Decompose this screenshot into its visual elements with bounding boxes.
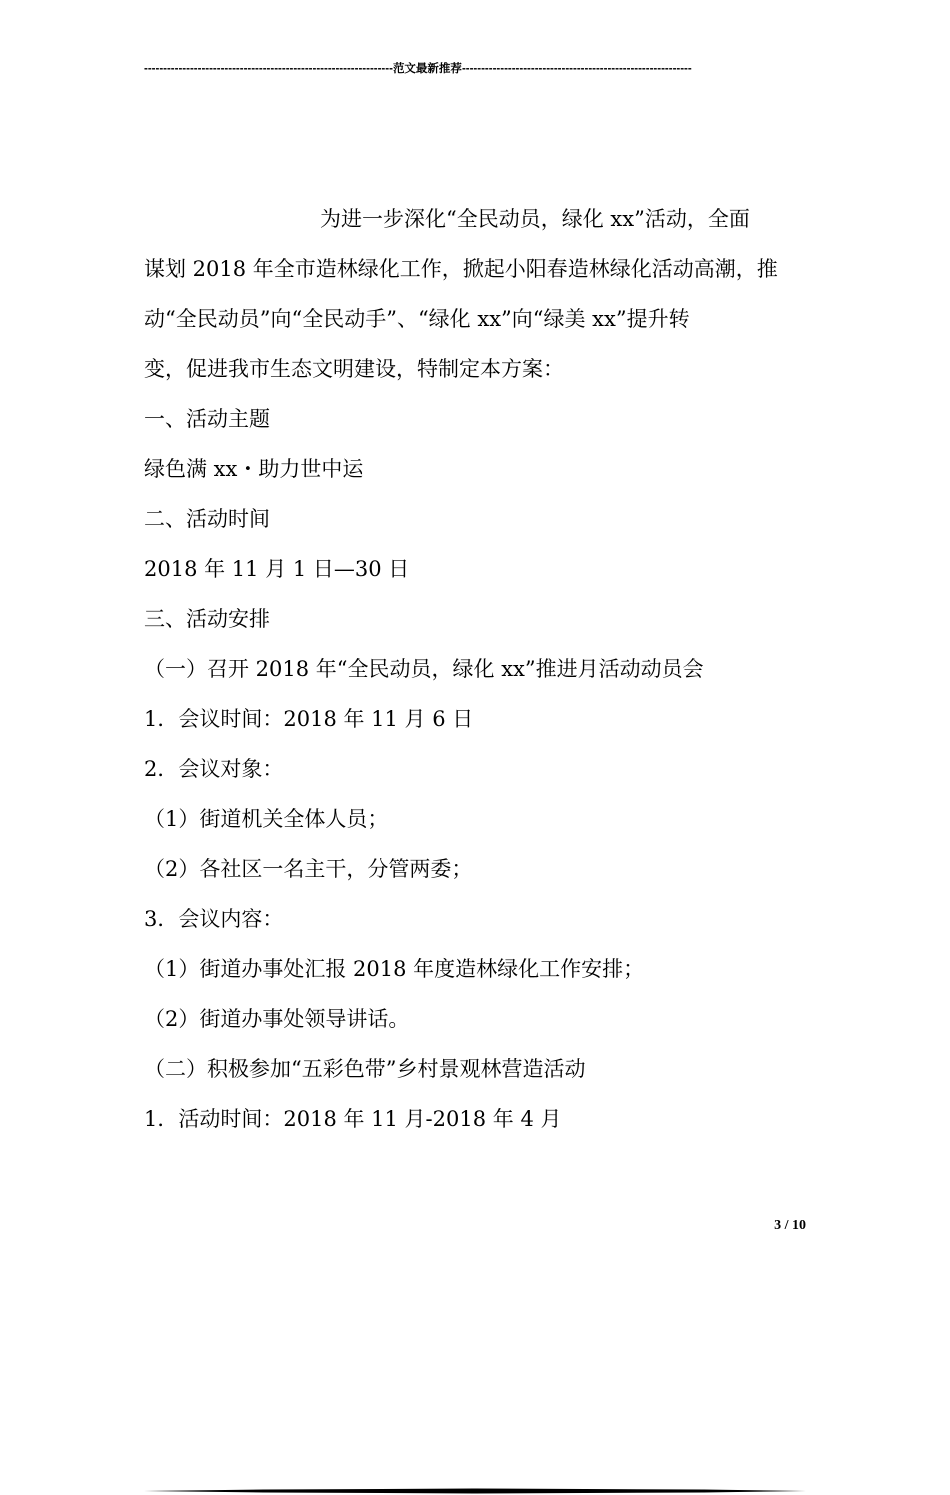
paragraph-intro-line-4: 变，促进我市生态文明建设，特制定本方案： — [144, 357, 564, 381]
page-number: 3 / 10 — [774, 1218, 806, 1233]
header-right-dashes: ------------------------------------------------------------ — [461, 63, 692, 75]
paragraph-intro-line-2: 谋划 2018 年全市造林绿化工作，掀起小阳春造林绿化活动高潮，推 — [144, 257, 778, 281]
section-heading-arrangement: 三、活动安排 — [144, 607, 270, 631]
page-header — [144, 60, 792, 76]
header-title: 范文最新推荐 — [392, 63, 462, 75]
list-subitem-content-2: （2）街道办事处领导讲话。 — [144, 1007, 410, 1031]
section-text-time: 2018 年 11 月 1 日—30 日 — [144, 557, 410, 581]
footer-rule — [144, 1487, 808, 1495]
section-heading-time: 二、活动时间 — [144, 507, 270, 531]
section-text-theme: 绿色满 xx・助力世中运 — [144, 457, 364, 481]
list-subitem-attendees-2: （2）各社区一名主干，分管两委； — [144, 857, 473, 881]
header-left-dashes: ----------------------------------------------------------------- — [144, 63, 393, 75]
list-item-activity-time: 1．活动时间：2018 年 11 月-2018 年 4 月 — [144, 1107, 562, 1131]
footer-rule-shape — [144, 1489, 806, 1494]
section-heading-theme: 一、活动主题 — [144, 407, 270, 431]
subsection-heading-2: （二）积极参加“五彩色带”乡村景观林营造活动 — [144, 1057, 586, 1081]
list-item-meeting-attendees: 2．会议对象： — [144, 757, 284, 781]
list-item-meeting-content: 3．会议内容： — [144, 907, 284, 931]
paragraph-intro-line-3: 动“全民动员”向“全民动手”、“绿化 xx”向“绿美 xx”提升转 — [144, 307, 690, 331]
list-subitem-attendees-1: （1）街道机关全体人员； — [144, 807, 389, 831]
subsection-heading-1: （一）召开 2018 年“全民动员，绿化 xx”推进月活动动员会 — [144, 657, 704, 681]
paragraph-intro-line-1: 为进一步深化“全民动员，绿化 xx”活动，全面 — [320, 207, 750, 231]
list-subitem-content-1: （1）街道办事处汇报 2018 年度造林绿化工作安排； — [144, 957, 645, 981]
list-item-meeting-time: 1．会议时间：2018 年 11 月 6 日 — [144, 707, 474, 731]
